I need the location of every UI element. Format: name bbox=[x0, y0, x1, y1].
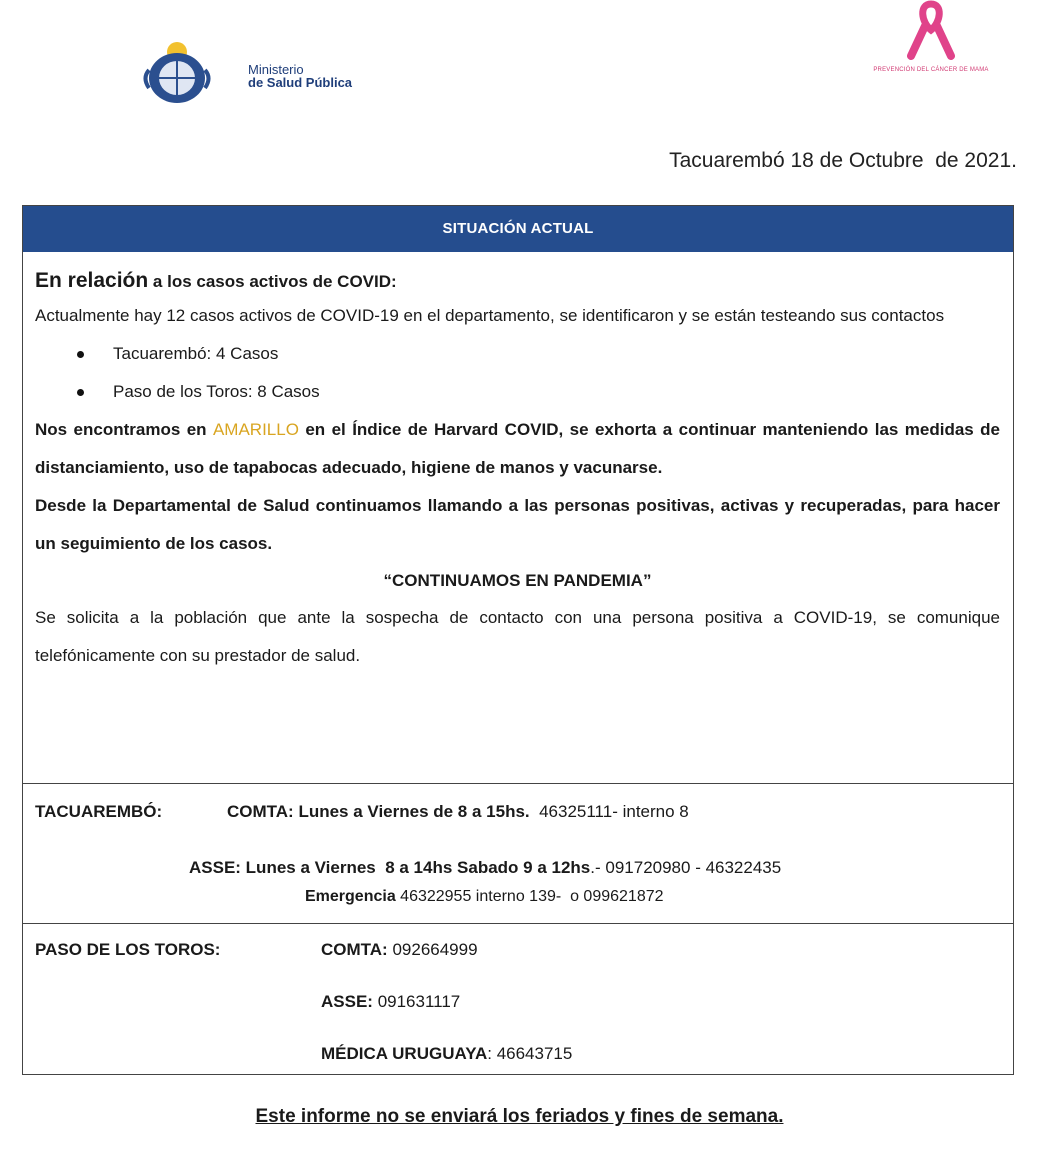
asse-hours: ASSE: Lunes a Viernes 8 a 14hs Sabado 9 a 12hs bbox=[189, 858, 591, 877]
situation-panel bbox=[22, 205, 1014, 1075]
comta-phone: 46325111- interno 8 bbox=[529, 802, 689, 821]
heading-part-1: En relación bbox=[35, 269, 149, 292]
harvard-text-2: en el Índice de Harvard COVID, se exhorta a continuar manteniendo las medidas de distanciamiento, uso de tapabocas adecuado, higiene de manos y vacunarse. bbox=[35, 420, 1000, 477]
emergency-line bbox=[305, 888, 664, 906]
bullet-icon bbox=[77, 389, 84, 396]
emergency-phone: 46322955 interno 139- o 099621872 bbox=[395, 888, 664, 905]
tacuarembo-contacts bbox=[23, 784, 1013, 924]
harvard-index-paragraph bbox=[35, 411, 1000, 487]
case-text: Paso de los Toros: 8 Casos bbox=[113, 382, 320, 401]
cases-list bbox=[35, 335, 1000, 411]
paso-comta-phone: 092664999 bbox=[387, 940, 478, 959]
paso-medica-phone: : 46643715 bbox=[487, 1044, 573, 1063]
comta-hours: COMTA: Lunes a Viernes de 8 a 15hs. bbox=[227, 802, 530, 821]
harvard-text-1: Nos encontramos en bbox=[35, 420, 213, 439]
case-text: Tacuarembó: 4 Casos bbox=[113, 344, 279, 363]
bullet-icon bbox=[77, 351, 84, 358]
asse-phone: .- 091720980 - 46322435 bbox=[590, 858, 782, 877]
footer-note: Este informe no se enviará los feriados y fines de semana. bbox=[255, 1106, 784, 1127]
ministry-line-2: de Salud Pública bbox=[248, 75, 353, 90]
covid-situation-section bbox=[23, 252, 1013, 784]
section-heading bbox=[35, 266, 1000, 297]
report-date: Tacuarembó 18 de Octubre de 2021. bbox=[669, 149, 1017, 172]
tacuarembo-label: TACUAREMBÓ: bbox=[35, 802, 163, 821]
emergency-label: Emergencia bbox=[305, 888, 396, 905]
paso-asse-line bbox=[321, 992, 460, 1012]
intro-paragraph: Actualmente hay 12 casos activos de COVID-19 en el departamento, se identificaron y se están testeando sus contactos bbox=[35, 306, 945, 325]
risk-level: AMARILLO bbox=[212, 420, 299, 439]
paso-comta-label: COMTA: bbox=[321, 940, 388, 959]
breast-cancer-campaign-logo bbox=[846, 0, 1016, 85]
comta-line bbox=[227, 802, 689, 822]
paso-asse-label: ASSE: bbox=[321, 992, 373, 1011]
slogan: “CONTINUAMOS EN PANDEMIA” bbox=[383, 571, 652, 590]
paso-medica-line bbox=[321, 1044, 572, 1064]
paso-medica-label: MÉDICA URUGUAYA bbox=[321, 1044, 488, 1063]
paso-comta-line bbox=[321, 940, 478, 960]
paso-de-los-toros-contacts bbox=[23, 924, 1013, 1074]
heading-part-2: a los casos activos de COVID: bbox=[148, 272, 397, 291]
list-item bbox=[113, 373, 1000, 411]
asse-line bbox=[189, 858, 781, 878]
coat-of-arms-icon bbox=[140, 40, 220, 110]
ministry-name bbox=[248, 63, 352, 89]
campaign-caption: PREVENCIÓN DEL CÁNCER DE MAMA bbox=[873, 67, 989, 73]
panel-title: SITUACIÓN ACTUAL bbox=[23, 206, 1013, 252]
followup-paragraph: Desde la Departamental de Salud continuamos llamando a las personas positivas, activas y recuperadas, para hacer un seguimiento de los casos. bbox=[35, 496, 1000, 553]
list-item bbox=[113, 335, 1000, 373]
paso-label: PASO DE LOS TOROS: bbox=[35, 940, 221, 959]
pink-ribbon-icon bbox=[901, 0, 961, 60]
request-paragraph: Se solicita a la población que ante la sospecha de contacto con una persona positiva a COVID-19, se comunique telefónicamente con su prestador de salud. bbox=[35, 608, 1000, 665]
ministry-line-1: Ministerio bbox=[248, 62, 304, 77]
paso-asse-phone: 091631117 bbox=[372, 992, 461, 1011]
